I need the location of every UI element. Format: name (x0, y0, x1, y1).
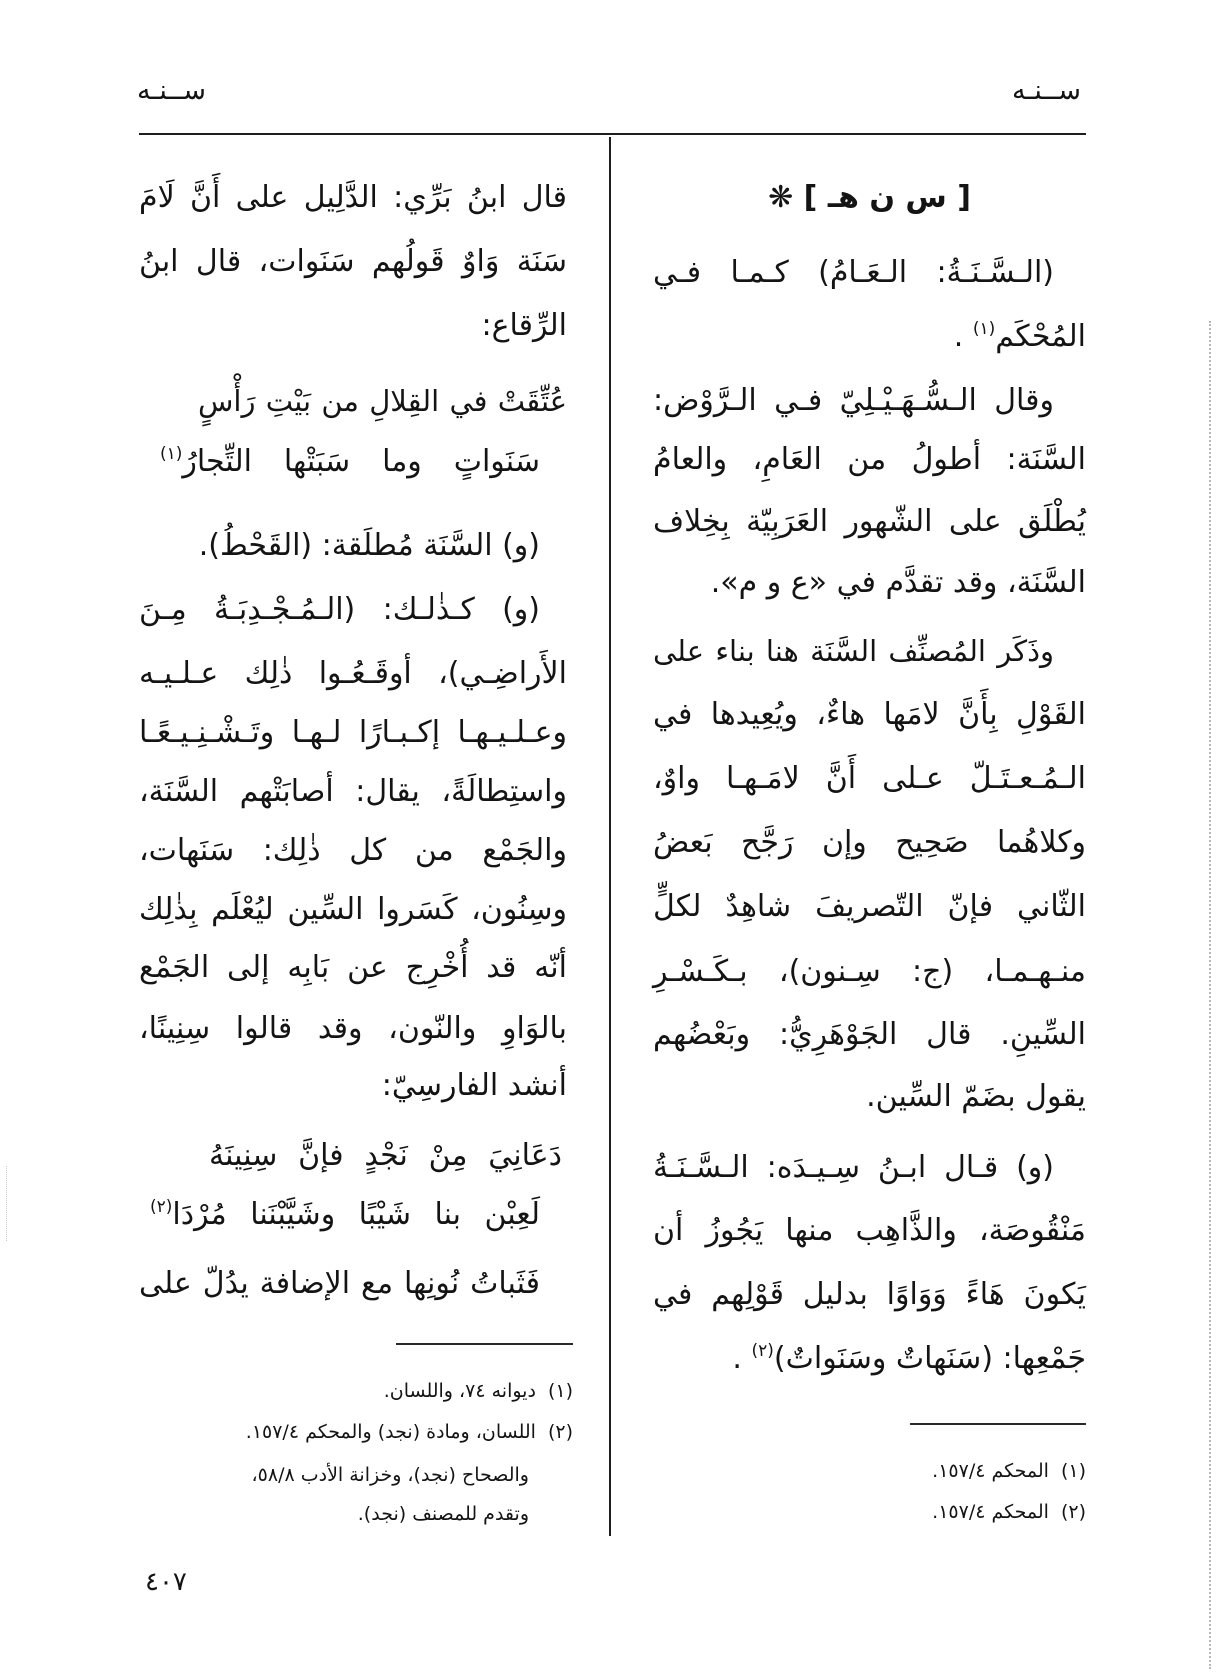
text-line: السَّنَة: أطولُ من العَامِ، والعامُ (653, 442, 1086, 477)
text-line: قال ابنُ بَرِّي: الدَّلِيل على أَنَّ لَامَ (139, 180, 567, 215)
text-line: وعـلـيـهـا إكـبـارًا لـهـا وتَـشْـنِـيـعًـا (139, 715, 567, 750)
scan-artifact (1209, 321, 1211, 1669)
text-line: (الـسَّـنَـةُ: الـعَـامُ) كـمـا فـي (653, 255, 1054, 290)
footnote (246, 1417, 573, 1447)
running-head-right: ســنـه (1012, 75, 1081, 106)
text-line: مَنْقُوصَة، والذَّاهِب منها يَجُوزُ أن (653, 1213, 1086, 1248)
entry-heading: [ س ن هـ ] ❋ (768, 180, 971, 215)
footnote-continuation: والصحاح (نجد)، وخزانة الأدب ٥٨/٨، (251, 1464, 529, 1486)
text-line: السِّينِ. قال الجَوْهَرِيُّ: وبَعْضُهم (653, 1017, 1086, 1052)
line-punctuation: . (732, 1341, 752, 1376)
text-line: وذَكَر المُصنِّف السَّنَة هنا بناء على (653, 634, 1054, 668)
left-column (139, 0, 573, 1680)
text-line: بالوَاوِ والنّون، وقد قالوا سِنِينًا، (139, 1011, 567, 1046)
text-line: يقول بضَمّ السِّين. (866, 1079, 1086, 1114)
footnote-text: اللسان، ومادة (نجد) والمحكم ١٥٧/٤. (245, 1421, 536, 1443)
verse-hemistich: دَعَانِيَ مِنْ نَجْدٍ فإنَّ سِنِينَهُ (209, 1138, 562, 1173)
text-line: أنشد الفارسِيّ: (381, 1068, 567, 1103)
footnote-text: ديوانه ٧٤، واللسان. (383, 1380, 536, 1402)
footnote-rule (910, 1423, 1086, 1425)
text-line: فَثَباتُ نُونِها مع الإضافة يدُلّ على (139, 1266, 540, 1301)
text-line: منـهـمـا، (ج: سِـنون)، بـكَـسْـرِ (653, 954, 1086, 989)
footnote-text: المحكم ١٥٧/٤. (932, 1501, 1049, 1523)
footnote-ref: (١) (972, 319, 996, 339)
text-line: الـمُـعـتَـلّ عـلى أَنَّ لامَـهـا واوٌ، (653, 761, 1086, 796)
line-text: لَعِبْن بنا شَيْبًا وشَيَّبْنَنا مُرْدَا (172, 1197, 540, 1232)
footnote-ref: (٢) (751, 1341, 774, 1361)
text-line: القَوْلِ بِأَنَّ لامَها هاءٌ، ويُعِيدها في (653, 697, 1086, 732)
text-line: الرِّقاع: (481, 308, 567, 343)
text-line: (و) كـذٰلـك: (الـمُـجْـدِبَـةُ مِـنَ (139, 592, 540, 627)
text-line: وسِنُون، كَسَروا السِّين ليُعْلَم بِذٰلِك (139, 892, 567, 927)
text-line: يَكونَ هَاءً وَوَاوًا بدليل قَوْلِهم في (653, 1277, 1086, 1312)
footnote (932, 1497, 1086, 1527)
column-divider (609, 137, 611, 1536)
text-line: وكلاهُما صَحِيح وإن رَجَّح بَعضُ (653, 825, 1086, 860)
page-number: ٤٠٧ (145, 1567, 187, 1597)
footnote-number: (١) (547, 1380, 573, 1402)
footnote-number: (٢) (1060, 1501, 1086, 1523)
text-line: السَّنَة، وقد تقدَّم في «ع و م». (710, 565, 1086, 600)
text-line: (و) قـال ابـنُ سِـيـدَه: الـسَّـنَـةُ (653, 1150, 1054, 1185)
text-line: وقال الـسُّـهَـيْـلِيّ فـي الـرَّوْض: (653, 383, 1054, 418)
footnote-ref: (٢) (150, 1197, 173, 1217)
text-line: والجَمْع من كل ذٰلِك: سَنَهات، (139, 833, 567, 868)
text-line: (و) السَّنَة مُطلَقة: (القَحْطُ). (198, 528, 540, 563)
text-line: أنّه قد أُخْرِج عن بَابِه إلى الجَمْع (139, 950, 567, 985)
line-text: سَنَواتٍ وما سَبَتْها التِّجارُ (182, 444, 540, 479)
text-line (653, 308, 1086, 366)
footnote-ref: (١) (160, 444, 183, 464)
line-text: جَمْعِها: (سَنَهاتٌ وسَنَواتٌ) (773, 1341, 1086, 1376)
footnote-continuation: وتقدم للمصنف (نجد). (357, 1503, 529, 1525)
footnote-text: المحكم ١٥٧/٤. (932, 1460, 1049, 1482)
text-line (653, 1330, 1086, 1388)
footnote-number: (٢) (547, 1421, 573, 1443)
verse-hemistich (139, 433, 567, 491)
footnote-number: (١) (1060, 1460, 1086, 1482)
footnote-rule (396, 1343, 573, 1345)
verse-hemistich: عُتِّقَتْ في القِلالِ من بَيْتِ رَأْسٍ (198, 384, 567, 418)
running-head-left: ســنـه (137, 75, 206, 106)
footnote (384, 1376, 573, 1406)
text-line: سَنَة وَاوٌ قَولُهم سَنَوات، قال ابنُ (139, 244, 567, 279)
scan-artifact (6, 1166, 7, 1241)
text-line: يُطْلَق على الشّهور العَرَبِيّة بِخِلاف (653, 504, 1086, 539)
verse-hemistich (139, 1186, 567, 1244)
right-column (653, 0, 1086, 1680)
footnote (932, 1456, 1086, 1486)
text-line: واستِطالَةً، يقال: أصابَتْهم السَّنَة، (139, 774, 567, 809)
line-punctuation: . (953, 319, 973, 354)
text-line: الثّاني فإنّ التّصريفَ شاهِدٌ لكلٍّ (653, 889, 1086, 924)
text-line: الأَراضِـي)، أوقَـعُـوا ذٰلِك عـلـيـه (139, 656, 567, 691)
line-text: المُحْكَم (995, 319, 1086, 354)
